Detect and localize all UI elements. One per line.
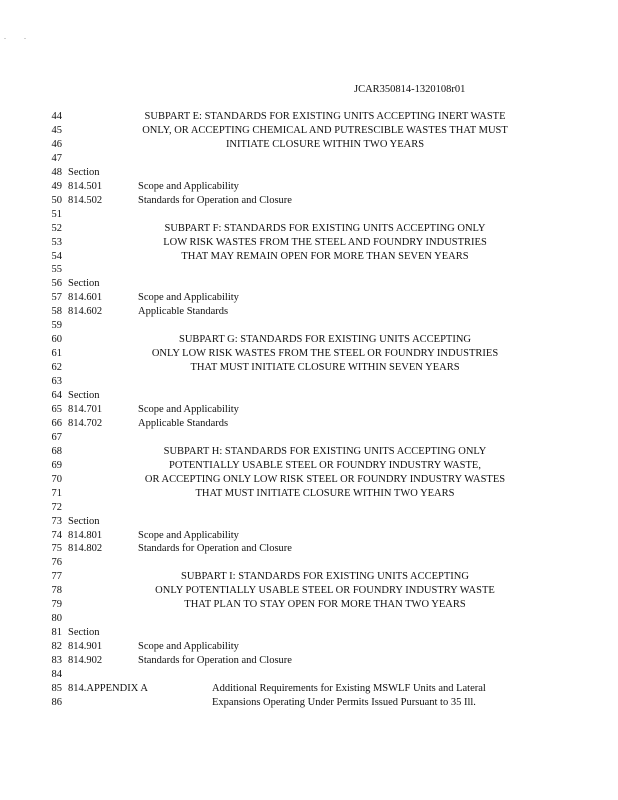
section-number: 814.801 — [68, 529, 103, 541]
section-number: 814.802 — [68, 543, 103, 555]
line-73 — [0, 515, 618, 529]
subpart-heading: OR ACCEPTING ONLY LOW RISK STEEL OR FOUNDRY INDUSTRY WASTES — [144, 473, 506, 485]
line-number: 76 — [51, 557, 62, 569]
line-44 — [0, 110, 618, 124]
line-65 — [0, 403, 618, 417]
line-number: 52 — [51, 222, 62, 234]
line-number: 78 — [51, 585, 62, 597]
line-80 — [0, 612, 618, 626]
section-title: Scope and Applicability — [138, 403, 239, 415]
line-number: 47 — [51, 152, 62, 164]
section-number: 814.701 — [68, 403, 103, 415]
line-number: 63 — [51, 376, 62, 388]
appendix-number: 814.APPENDIX A — [68, 682, 148, 694]
line-number: 51 — [51, 208, 62, 220]
line-number: 50 — [51, 194, 62, 206]
subpart-heading: THAT MUST INITIATE CLOSURE WITHIN SEVEN YEARS — [190, 362, 460, 374]
line-85 — [0, 682, 618, 696]
section-title: Scope and Applicability — [138, 641, 239, 653]
line-number: 74 — [51, 529, 62, 541]
subpart-heading: ONLY, OR ACCEPTING CHEMICAL AND PUTRESCIBLE WASTES THAT MUST — [142, 124, 508, 136]
section-title: Standards for Operation and Closure — [138, 194, 292, 206]
line-55 — [0, 263, 618, 277]
subpart-heading: SUBPART H: STANDARDS FOR EXISTING UNITS ACCEPTING ONLY — [163, 445, 487, 457]
line-number: 62 — [51, 362, 62, 374]
subpart-heading: SUBPART F: STANDARDS FOR EXISTING UNITS ACCEPTING ONLY — [164, 222, 486, 234]
line-number: 58 — [51, 306, 62, 318]
line-number: 84 — [51, 669, 62, 680]
line-86 — [0, 696, 618, 710]
section-number: 814.601 — [68, 292, 103, 304]
line-61 — [0, 347, 618, 361]
line-number: 69 — [51, 459, 62, 471]
line-74 — [0, 529, 618, 543]
line-number: 54 — [51, 250, 62, 262]
section-title: Scope and Applicability — [138, 180, 239, 192]
line-62 — [0, 361, 618, 375]
scan-mark: . . — [4, 32, 34, 41]
section-title: Standards for Operation and Closure — [138, 543, 292, 555]
line-57 — [0, 291, 618, 305]
line-number: 71 — [51, 487, 62, 499]
line-number: 82 — [51, 641, 62, 653]
subpart-heading: POTENTIALLY USABLE STEEL OR FOUNDRY INDUSTRY WASTE, — [169, 459, 481, 471]
line-72 — [0, 501, 618, 515]
line-58 — [0, 305, 618, 319]
appendix-title: Additional Requirements for Existing MSWLF Units and Lateral — [212, 682, 486, 694]
line-number: 65 — [51, 403, 62, 415]
section-title: Applicable Standards — [138, 306, 229, 318]
line-number: 46 — [51, 138, 62, 150]
line-84 — [0, 668, 618, 682]
section-label: Section — [68, 278, 100, 290]
line-45 — [0, 124, 618, 138]
section-number: 814.502 — [68, 194, 103, 206]
section-number: 814.702 — [68, 417, 103, 429]
appendix-title: Expansions Operating Under Permits Issued Pursuant to 35 Ill. — [212, 696, 476, 708]
subpart-heading: INITIATE CLOSURE WITHIN TWO YEARS — [225, 138, 425, 150]
section-number: 814.902 — [68, 655, 103, 667]
line-59 — [0, 319, 618, 333]
document-id: JCAR350814-1320108r01 — [354, 84, 466, 95]
line-78 — [0, 584, 618, 598]
line-number: 81 — [51, 627, 62, 639]
line-67 — [0, 431, 618, 445]
line-47 — [0, 152, 618, 166]
line-66 — [0, 417, 618, 431]
line-number: 59 — [51, 320, 62, 332]
line-50 — [0, 194, 618, 208]
line-51 — [0, 208, 618, 222]
section-label: Section — [68, 627, 100, 639]
line-number: 53 — [51, 236, 62, 248]
line-82 — [0, 640, 618, 654]
line-number: 64 — [51, 390, 62, 401]
line-number: 45 — [51, 124, 62, 136]
subpart-heading: THAT MAY REMAIN OPEN FOR MORE THAN SEVEN YEARS — [181, 250, 469, 262]
line-83 — [0, 654, 618, 668]
section-label: Section — [68, 515, 100, 527]
line-77 — [0, 570, 618, 584]
line-number: 67 — [51, 431, 62, 443]
line-54 — [0, 250, 618, 264]
line-number: 56 — [51, 278, 62, 290]
line-75 — [0, 542, 618, 556]
line-52 — [0, 222, 618, 236]
line-number: 68 — [51, 445, 62, 457]
section-title: Applicable Standards — [138, 417, 229, 429]
section-title: Scope and Applicability — [138, 529, 239, 541]
line-number: 55 — [51, 264, 62, 276]
section-title: Scope and Applicability — [138, 292, 239, 304]
line-number: 86 — [51, 696, 62, 708]
section-number: 814.901 — [68, 641, 103, 653]
line-64 — [0, 389, 618, 403]
line-79 — [0, 598, 618, 612]
line-70 — [0, 473, 618, 487]
subpart-heading: THAT PLAN TO STAY OPEN FOR MORE THAN TWO YEARS — [184, 599, 466, 611]
line-number: 44 — [51, 111, 62, 122]
subpart-heading: SUBPART E: STANDARDS FOR EXISTING UNITS ACCEPTING INERT WASTE — [144, 111, 506, 122]
line-60 — [0, 333, 618, 347]
subpart-heading: ONLY POTENTIALLY USABLE STEEL OR FOUNDRY INDUSTRY WASTE — [155, 585, 495, 597]
subpart-heading: LOW RISK WASTES FROM THE STEEL AND FOUNDRY INDUSTRIES — [163, 236, 487, 248]
line-81 — [0, 626, 618, 640]
line-53 — [0, 236, 618, 250]
line-56 — [0, 277, 618, 291]
line-49 — [0, 180, 618, 194]
line-68 — [0, 445, 618, 459]
line-46 — [0, 138, 618, 152]
line-number: 77 — [51, 571, 62, 583]
line-number: 60 — [51, 334, 62, 346]
line-63 — [0, 375, 618, 389]
section-title: Standards for Operation and Closure — [138, 655, 292, 667]
line-number: 80 — [51, 613, 62, 625]
line-number: 72 — [51, 501, 62, 513]
line-number: 49 — [51, 180, 62, 192]
section-label: Section — [68, 166, 100, 178]
line-number: 48 — [51, 166, 62, 178]
line-number: 57 — [51, 292, 62, 304]
line-number: 73 — [51, 515, 62, 527]
line-number: 70 — [51, 473, 62, 485]
line-number: 85 — [51, 682, 62, 694]
line-number: 61 — [51, 348, 62, 360]
subpart-heading: SUBPART G: STANDARDS FOR EXISTING UNITS ACCEPTING — [179, 334, 471, 346]
section-number: 814.501 — [68, 180, 103, 192]
subpart-heading: THAT MUST INITIATE CLOSURE WITHIN TWO YEARS — [195, 487, 455, 499]
subpart-heading: ONLY LOW RISK WASTES FROM THE STEEL OR FOUNDRY INDUSTRIES — [151, 348, 499, 360]
line-number: 66 — [51, 417, 62, 429]
line-number: 75 — [51, 543, 62, 555]
section-label: Section — [68, 390, 100, 401]
line-number: 79 — [51, 599, 62, 611]
line-76 — [0, 556, 618, 570]
subpart-heading: SUBPART I: STANDARDS FOR EXISTING UNITS ACCEPTING — [181, 571, 469, 583]
line-number: 83 — [51, 655, 62, 667]
section-number: 814.602 — [68, 306, 103, 318]
line-69 — [0, 459, 618, 473]
line-71 — [0, 487, 618, 501]
line-48 — [0, 166, 618, 180]
